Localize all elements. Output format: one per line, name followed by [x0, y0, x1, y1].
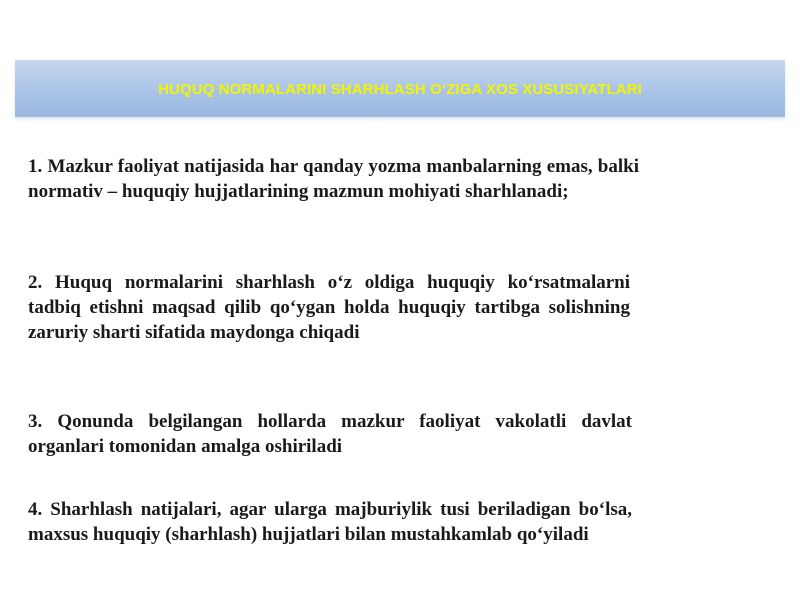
title-banner: [15, 60, 785, 117]
list-item-3: 3. Qonunda belgilangan hollarda mazkur faoliyat vakolatli davlat organlari tomonidan amalga oshiriladi: [28, 411, 632, 457]
list-item-2: 2. Huquq normalarini sharhlash o‘z oldiga huquqiy ko‘rsatmalarni tadbiq etishni maqsad qilib qo‘ygan holda huquqiy tartibga solishning zaruriy sharti sifatida maydonga chiqadi: [28, 272, 630, 343]
list-item-1: 1. Mazkur faoliyat natijasida har qanday yozma manbalarning emas, balki normativ – huquqiy hujjatlarining mazmun mohiyati sharhlanadi;: [28, 156, 639, 202]
slide-title: HUQUQ NORMALARINI SHARHLASH O‘ZIGA XOS XUSUSIYATLARI: [158, 81, 642, 98]
list-item-4: 4. Sharhlash natijalari, agar ularga majburiylik tusi beriladigan bo‘lsa, maxsus huquqiy (sharhlash) hujjatlari bilan mustahkamlab qo‘yiladi: [28, 499, 632, 545]
